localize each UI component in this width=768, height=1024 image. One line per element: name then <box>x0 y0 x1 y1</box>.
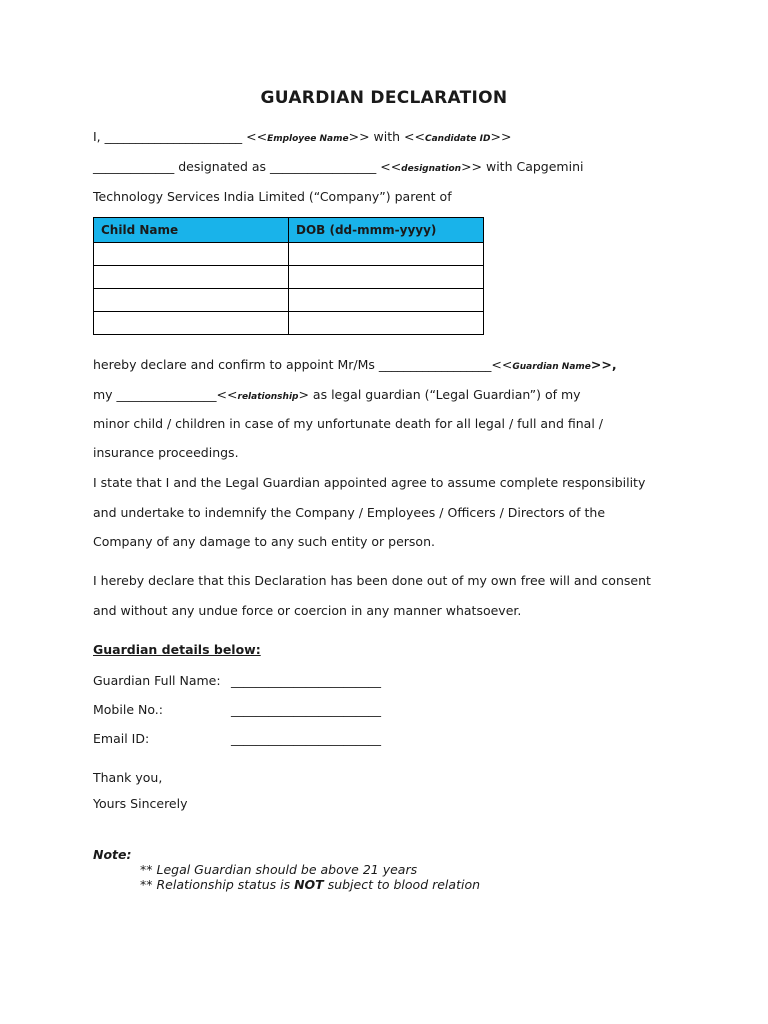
employee-name-placeholder: Employee Name <box>267 134 349 144</box>
yours-sincerely: Yours Sincerely <box>93 796 188 811</box>
note-text: subject to blood relation <box>323 877 481 892</box>
relationship-blank: my ________________<< <box>93 387 238 402</box>
placeholder-close: >> <box>490 129 512 144</box>
paragraph-line: Company of any damage to any such entity or person. <box>93 534 435 549</box>
note-item: ** Legal Guardian should be above 21 years <box>140 862 418 877</box>
guardian-details-heading: Guardian details below: <box>93 642 261 657</box>
note-title: Note: <box>93 847 132 862</box>
dob-cell[interactable] <box>289 289 484 312</box>
guardian-name-label: Guardian Full Name: <box>93 673 221 688</box>
mobile-field[interactable]: ________________________ <box>231 702 381 717</box>
paragraph-line: I state that I and the Legal Guardian appointed agree to assume complete responsibility <box>93 475 646 490</box>
table-row <box>94 312 484 335</box>
table-row <box>94 289 484 312</box>
child-name-cell[interactable] <box>94 312 289 335</box>
designation-placeholder: designation <box>401 164 462 174</box>
guardian-name-placeholder: Guardian Name <box>512 362 591 372</box>
email-label: Email ID: <box>93 731 150 746</box>
child-name-cell[interactable] <box>94 266 289 289</box>
thank-you: Thank you, <box>93 770 163 785</box>
company-text: >> with Capgemini <box>461 159 584 174</box>
mobile-row <box>93 702 381 717</box>
children-table <box>93 217 484 335</box>
document-title: GUARDIAN DECLARATION <box>260 88 508 108</box>
relationship-placeholder: relationship <box>237 392 299 402</box>
paragraph-line: I hereby declare that this Declaration has been done out of my own free will and consent <box>93 573 651 588</box>
dob-cell[interactable] <box>289 312 484 335</box>
employee-line <box>93 129 511 144</box>
table-row <box>94 266 484 289</box>
appoint-text: hereby declare and confirm to appoint Mr/Ms __________________<< <box>93 357 513 372</box>
company-line: Technology Services India Limited (“Company”) parent of <box>93 189 452 204</box>
guardian-name-row <box>93 673 381 688</box>
with-text: >> with << <box>348 129 425 144</box>
designation-line <box>93 159 583 174</box>
placeholder-open: << <box>246 129 268 144</box>
email-row <box>93 731 381 746</box>
paragraph-line: and without any undue force or coercion in any manner whatsoever. <box>93 603 522 618</box>
guardian-name-field[interactable]: ________________________ <box>231 673 381 688</box>
dob-cell[interactable] <box>289 266 484 289</box>
placeholder-close: >>, <box>590 357 617 372</box>
relationship-line <box>93 387 581 402</box>
child-name-cell[interactable] <box>94 289 289 312</box>
appoint-line <box>93 357 617 372</box>
employee-name-blank: I, ______________________ <box>93 129 247 144</box>
paragraph-line: and undertake to indemnify the Company / Employees / Officers / Directors of the <box>93 505 606 520</box>
candidate-id-placeholder: Candidate ID <box>424 134 491 144</box>
table-header-row <box>94 218 484 243</box>
dob-header: DOB (dd-mmm-yyyy) <box>289 218 484 243</box>
child-name-header: Child Name <box>94 218 289 243</box>
email-field[interactable]: ________________________ <box>231 731 381 746</box>
note-item <box>140 877 480 892</box>
designation-blank: _____________ designated as _________________ << <box>93 159 402 174</box>
mobile-label: Mobile No.: <box>93 702 163 717</box>
legal-guardian-text: > as legal guardian (“Legal Guardian”) of my <box>298 387 581 402</box>
table-row <box>94 243 484 266</box>
note-emphasis: NOT <box>294 877 324 892</box>
note-text: ** Relationship status is <box>140 877 295 892</box>
child-name-cell[interactable] <box>94 243 289 266</box>
dob-cell[interactable] <box>289 243 484 266</box>
paragraph-line: insurance proceedings. <box>93 445 239 460</box>
paragraph-line: minor child / children in case of my unfortunate death for all legal / full and final / <box>93 416 603 431</box>
